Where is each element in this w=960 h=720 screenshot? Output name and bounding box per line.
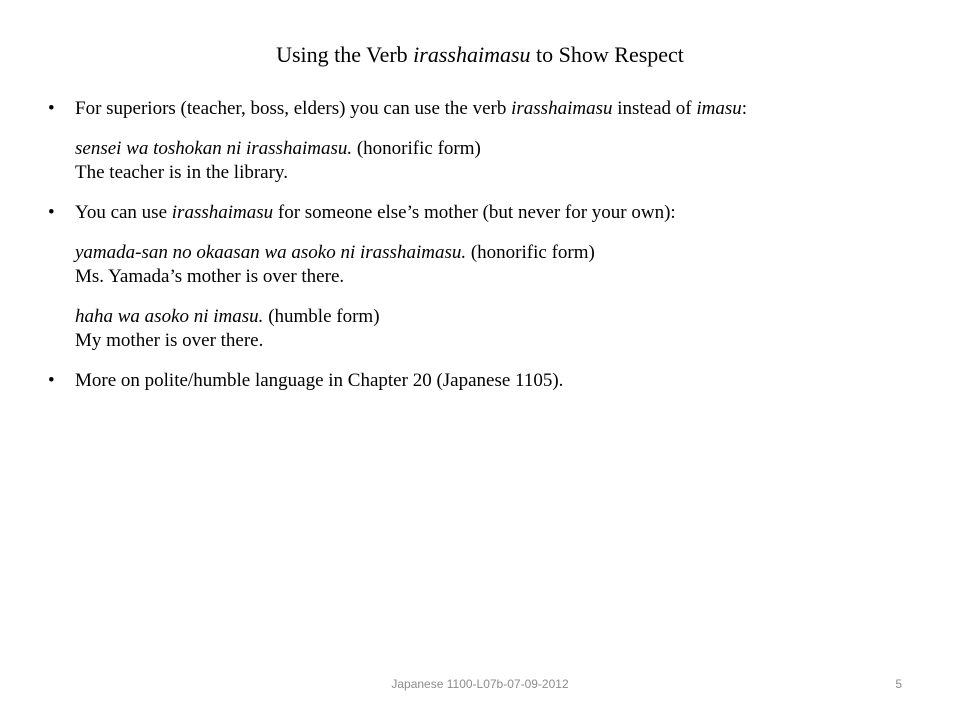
bullet-dot-icon: •: [48, 98, 55, 119]
example-form-note: (humble form): [263, 306, 380, 327]
example-yamada-mother: [48, 241, 878, 289]
example-english: My mother is over there.: [75, 330, 264, 351]
example-form-note: (honorific form): [466, 242, 595, 263]
example-form-note: (honorific form): [352, 138, 481, 159]
example-teacher: [48, 137, 878, 185]
bullet-text: More on polite/humble language in Chapter 20 (Japanese 1105).: [75, 370, 564, 391]
bullet-text: :: [741, 98, 748, 119]
bullet-dot-icon: •: [48, 202, 55, 223]
bullet-text: instead of: [612, 98, 697, 119]
title-verb: irasshaimasu: [413, 42, 531, 67]
bullet-item-superiors: [48, 97, 878, 121]
bullet-text: You can use: [75, 202, 172, 223]
example-japanese: yamada-san no okaasan wa asoko ni irasshaimasu.: [75, 242, 467, 263]
bullet-dot-icon: •: [48, 370, 55, 391]
slide-title: [0, 40, 960, 70]
bullet-item-mother: [48, 201, 878, 225]
example-my-mother: [48, 305, 878, 353]
title-text-after: to Show Respect: [530, 42, 684, 67]
example-japanese: sensei wa toshokan ni irasshaimasu.: [75, 138, 353, 159]
example-english: The teacher is in the library.: [75, 162, 288, 183]
slide-footer: Japanese 1100-L07b-07-09-2012: [391, 677, 569, 691]
example-english: Ms. Yamada’s mother is over there.: [75, 266, 345, 287]
bullet-italic-term: irasshaimasu: [511, 98, 613, 119]
bullet-italic-term: irasshaimasu: [171, 202, 274, 223]
title-text-before: Using the Verb: [276, 42, 414, 67]
slide-body: [48, 97, 878, 409]
bullet-text: For superiors (teacher, boss, elders) you can use the verb: [75, 98, 512, 119]
page-number: 5: [895, 677, 902, 691]
example-japanese: haha wa asoko ni imasu.: [75, 306, 264, 327]
bullet-item-more-info: [48, 369, 878, 393]
bullet-italic-term: imasu: [696, 98, 742, 119]
bullet-text: for someone else’s mother (but never for your own):: [273, 202, 676, 223]
